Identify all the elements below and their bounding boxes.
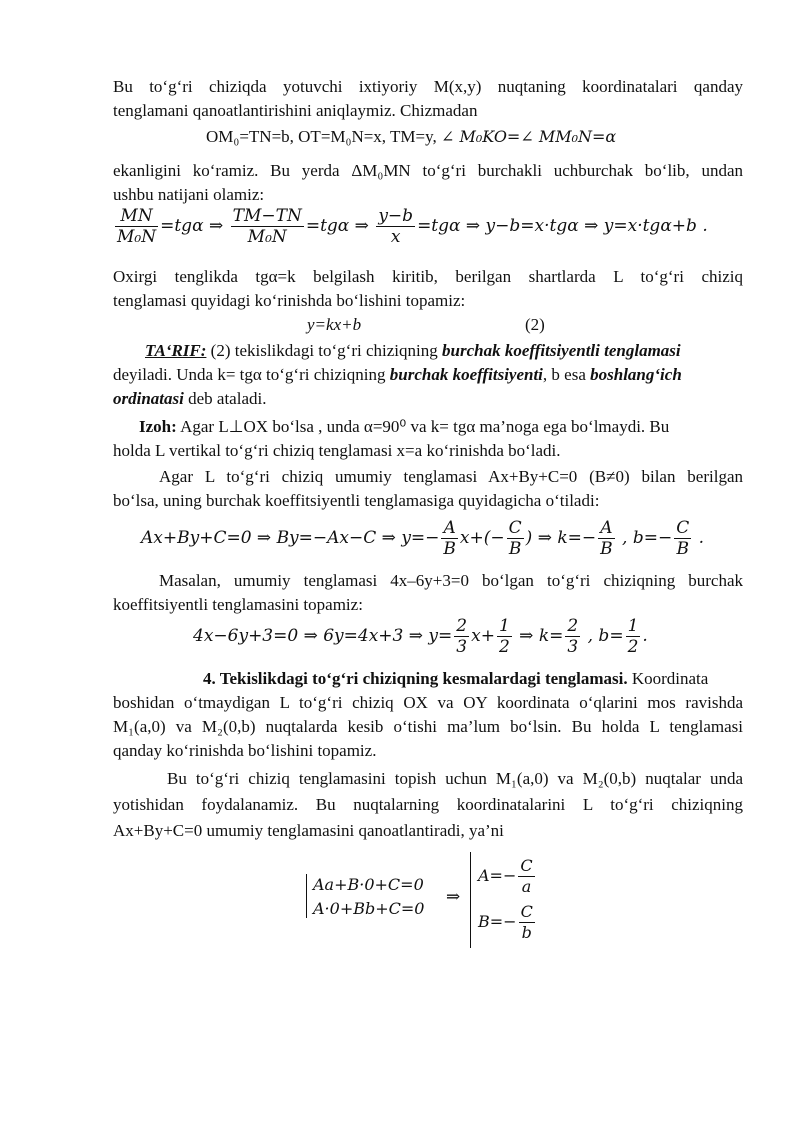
fraction: $\frac{C}{b}$	[520, 902, 533, 942]
formula-part: 4x−6y+3=0 ⇒ 6y=4x+3 ⇒ y=	[193, 626, 453, 646]
section-heading-rest: Koordinata	[627, 669, 709, 688]
note-line	[139, 416, 743, 438]
paragraph-line: koeffitsiyentli tenglamasini topamiz:	[113, 595, 363, 614]
definition-text: deyiladi. Unda k= tgα to‘g‘ri chiziqning	[113, 365, 390, 384]
definition-text: (2) tekislikdagi to‘g‘ri chiziqning	[206, 341, 442, 360]
formula-part: , b=	[582, 626, 624, 646]
formula-part: x+	[471, 626, 495, 646]
definition-term: ordinatasi	[113, 389, 184, 408]
fraction: $\frac{y-b}{x}$	[378, 206, 414, 247]
fraction: $\frac{C}{B}$	[508, 518, 522, 559]
fraction: $\frac{2}{3}$	[456, 616, 468, 657]
equation-2: y=kx+b	[307, 315, 362, 334]
note-text: Agar L⊥OX bo‘lsa , unda α=90⁰ va k= tgα ma’noga ega bo‘lmaydi. Bu	[176, 417, 670, 436]
formula-part: Ax+By+C=0 ⇒ By=−Ax−C ⇒ y=−	[141, 528, 440, 548]
formula-general-to-slope	[141, 518, 704, 559]
relations-text: OM₀=TN=b, OT=M₀N=x, TM=y,	[206, 127, 437, 146]
fraction: $\frac{C}{a}$	[520, 856, 533, 896]
definition-text: , b esa	[542, 365, 591, 384]
paragraph-line: bo‘lsa, uning burchak koeffitsiyentli tenglamasiga quyidagicha o‘tiladi:	[113, 491, 600, 510]
formula-part: ) ⇒ k=−	[525, 528, 597, 548]
system-line-1: Aa+B·0+C=0	[313, 875, 424, 894]
section-heading-line	[203, 668, 743, 690]
fraction: $\frac{TM-TN}{\text{M₀N}}$	[232, 206, 302, 247]
paragraph-line: Oxirgi tenglikda tgα=k belgilash kiritib, berilgan shartlarda L to‘g‘ri chiziq	[113, 267, 743, 286]
paragraph-line: M₁(a,0) va M₂(0,b) nuqtalarda kesib o‘tishi ma’lum bo‘lsin. Bu holda L tenglamasi	[113, 717, 743, 736]
formula-part: .	[693, 528, 705, 548]
note-line: holda L vertikal to‘g‘ri chiziq tenglamasi x=a ko‘rinishda bo‘ladi.	[113, 441, 561, 460]
angle-relation: ∠ M₀KO=∠ MM₀N=α	[441, 127, 617, 146]
fraction: $\frac{1}{2}$	[498, 616, 510, 657]
paragraph-line: tenglamani qanoatlantirishini aniqlaymiz. Chizmadan	[113, 101, 478, 120]
formula-part: =tgα ⇒ y−b=x·tgα ⇒ y=x·tgα+b .	[417, 216, 708, 236]
result-A: A=− $\frac{C}{a}$	[478, 856, 533, 896]
paragraph-line: Bu to‘g‘ri chiziq tenglamasini topish uchun M₁(a,0) va M₂(0,b) nuqtalar unda	[167, 769, 743, 788]
definition-term: burchak koeffitsiyenti	[389, 365, 543, 384]
formula-tangent-derivation	[113, 206, 708, 247]
formula-part: x+(−	[459, 528, 505, 548]
paragraph-line: ushbu natijani olamiz:	[113, 185, 265, 204]
system-line-2: A·0+Bb+C=0	[313, 899, 425, 918]
implies-arrow: ⇒	[446, 887, 461, 907]
definition-label: TA‘RIF:	[145, 341, 207, 360]
definition-term: boshlang‘ich	[590, 365, 682, 384]
left-brace	[306, 874, 307, 918]
section-heading: 4. Tekislikdagi to‘g‘ri chiziqning kesmalardagi tenglamasi.	[203, 669, 628, 688]
definition-line	[113, 388, 743, 410]
fraction: $\frac{1}{2}$	[627, 616, 639, 657]
fraction: $\frac{C}{B}$	[676, 518, 690, 559]
paragraph-line: tenglamasi quyidagi ko‘rinishda bo‘lishini topamiz:	[113, 291, 466, 310]
formula-part: ⇒ k=	[513, 626, 564, 646]
result-B: B=− $\frac{C}{b}$	[478, 902, 533, 942]
fraction: $\frac{A}{B}$	[443, 518, 456, 559]
paragraph-line: boshidan o‘tmaydigan L to‘g‘ri chiziq OX va OY koordinata o‘qlarini mos ravishda	[113, 693, 743, 712]
paragraph-line: Masalan, umumiy tenglamasi 4x–6y+3=0 bo‘lgan to‘g‘ri chiziqning burchak	[159, 571, 743, 590]
formula-part: .	[642, 626, 648, 646]
fraction: $\frac{MN}{\text{M₀N}}$	[117, 206, 157, 247]
fraction: $\frac{2}{3}$	[567, 616, 579, 657]
paragraph-line: yotishidan foydalanamiz. Bu nuqtalarning koordinatalarini L to‘g‘ri chiziqning	[113, 795, 743, 814]
right-system-brace	[470, 852, 471, 948]
formula-example	[193, 616, 648, 657]
paragraph-line: Bu to‘g‘ri chiziqda yotuvchi ixtiyoriy M(x,y) nuqtaning koordinatalari qanday	[113, 77, 743, 96]
equation-number: (2)	[525, 315, 545, 334]
relations-line	[206, 126, 616, 148]
definition-line	[113, 364, 743, 386]
paragraph-line: Ax+By+C=0 umumiy tenglamasini qanoatlantiradi, ya’ni	[113, 821, 504, 840]
definition-line	[145, 340, 743, 362]
paragraph-line: Agar L to‘g‘ri chiziq umumiy tenglamasi Ax+By+C=0 (B≠0) bilan berilgan	[159, 467, 743, 486]
fraction: $\frac{A}{B}$	[600, 518, 613, 559]
definition-text: deb ataladi.	[183, 389, 267, 408]
paragraph-line: qanday ko‘rinishda bo‘lishini topamiz.	[113, 741, 377, 760]
formula-part: =tgα ⇒	[160, 216, 224, 236]
paragraph-line: ekanligini ko‘ramiz. Bu yerda ΔM₀MN to‘g‘ri burchakli uchburchak bo‘lib, undan	[113, 161, 743, 180]
formula-part: , b=−	[616, 528, 673, 548]
note-label: Izoh:	[139, 417, 177, 436]
formula-part: =tgα ⇒	[305, 216, 369, 236]
definition-term: burchak koeffitsiyentli tenglamasi	[442, 341, 681, 360]
